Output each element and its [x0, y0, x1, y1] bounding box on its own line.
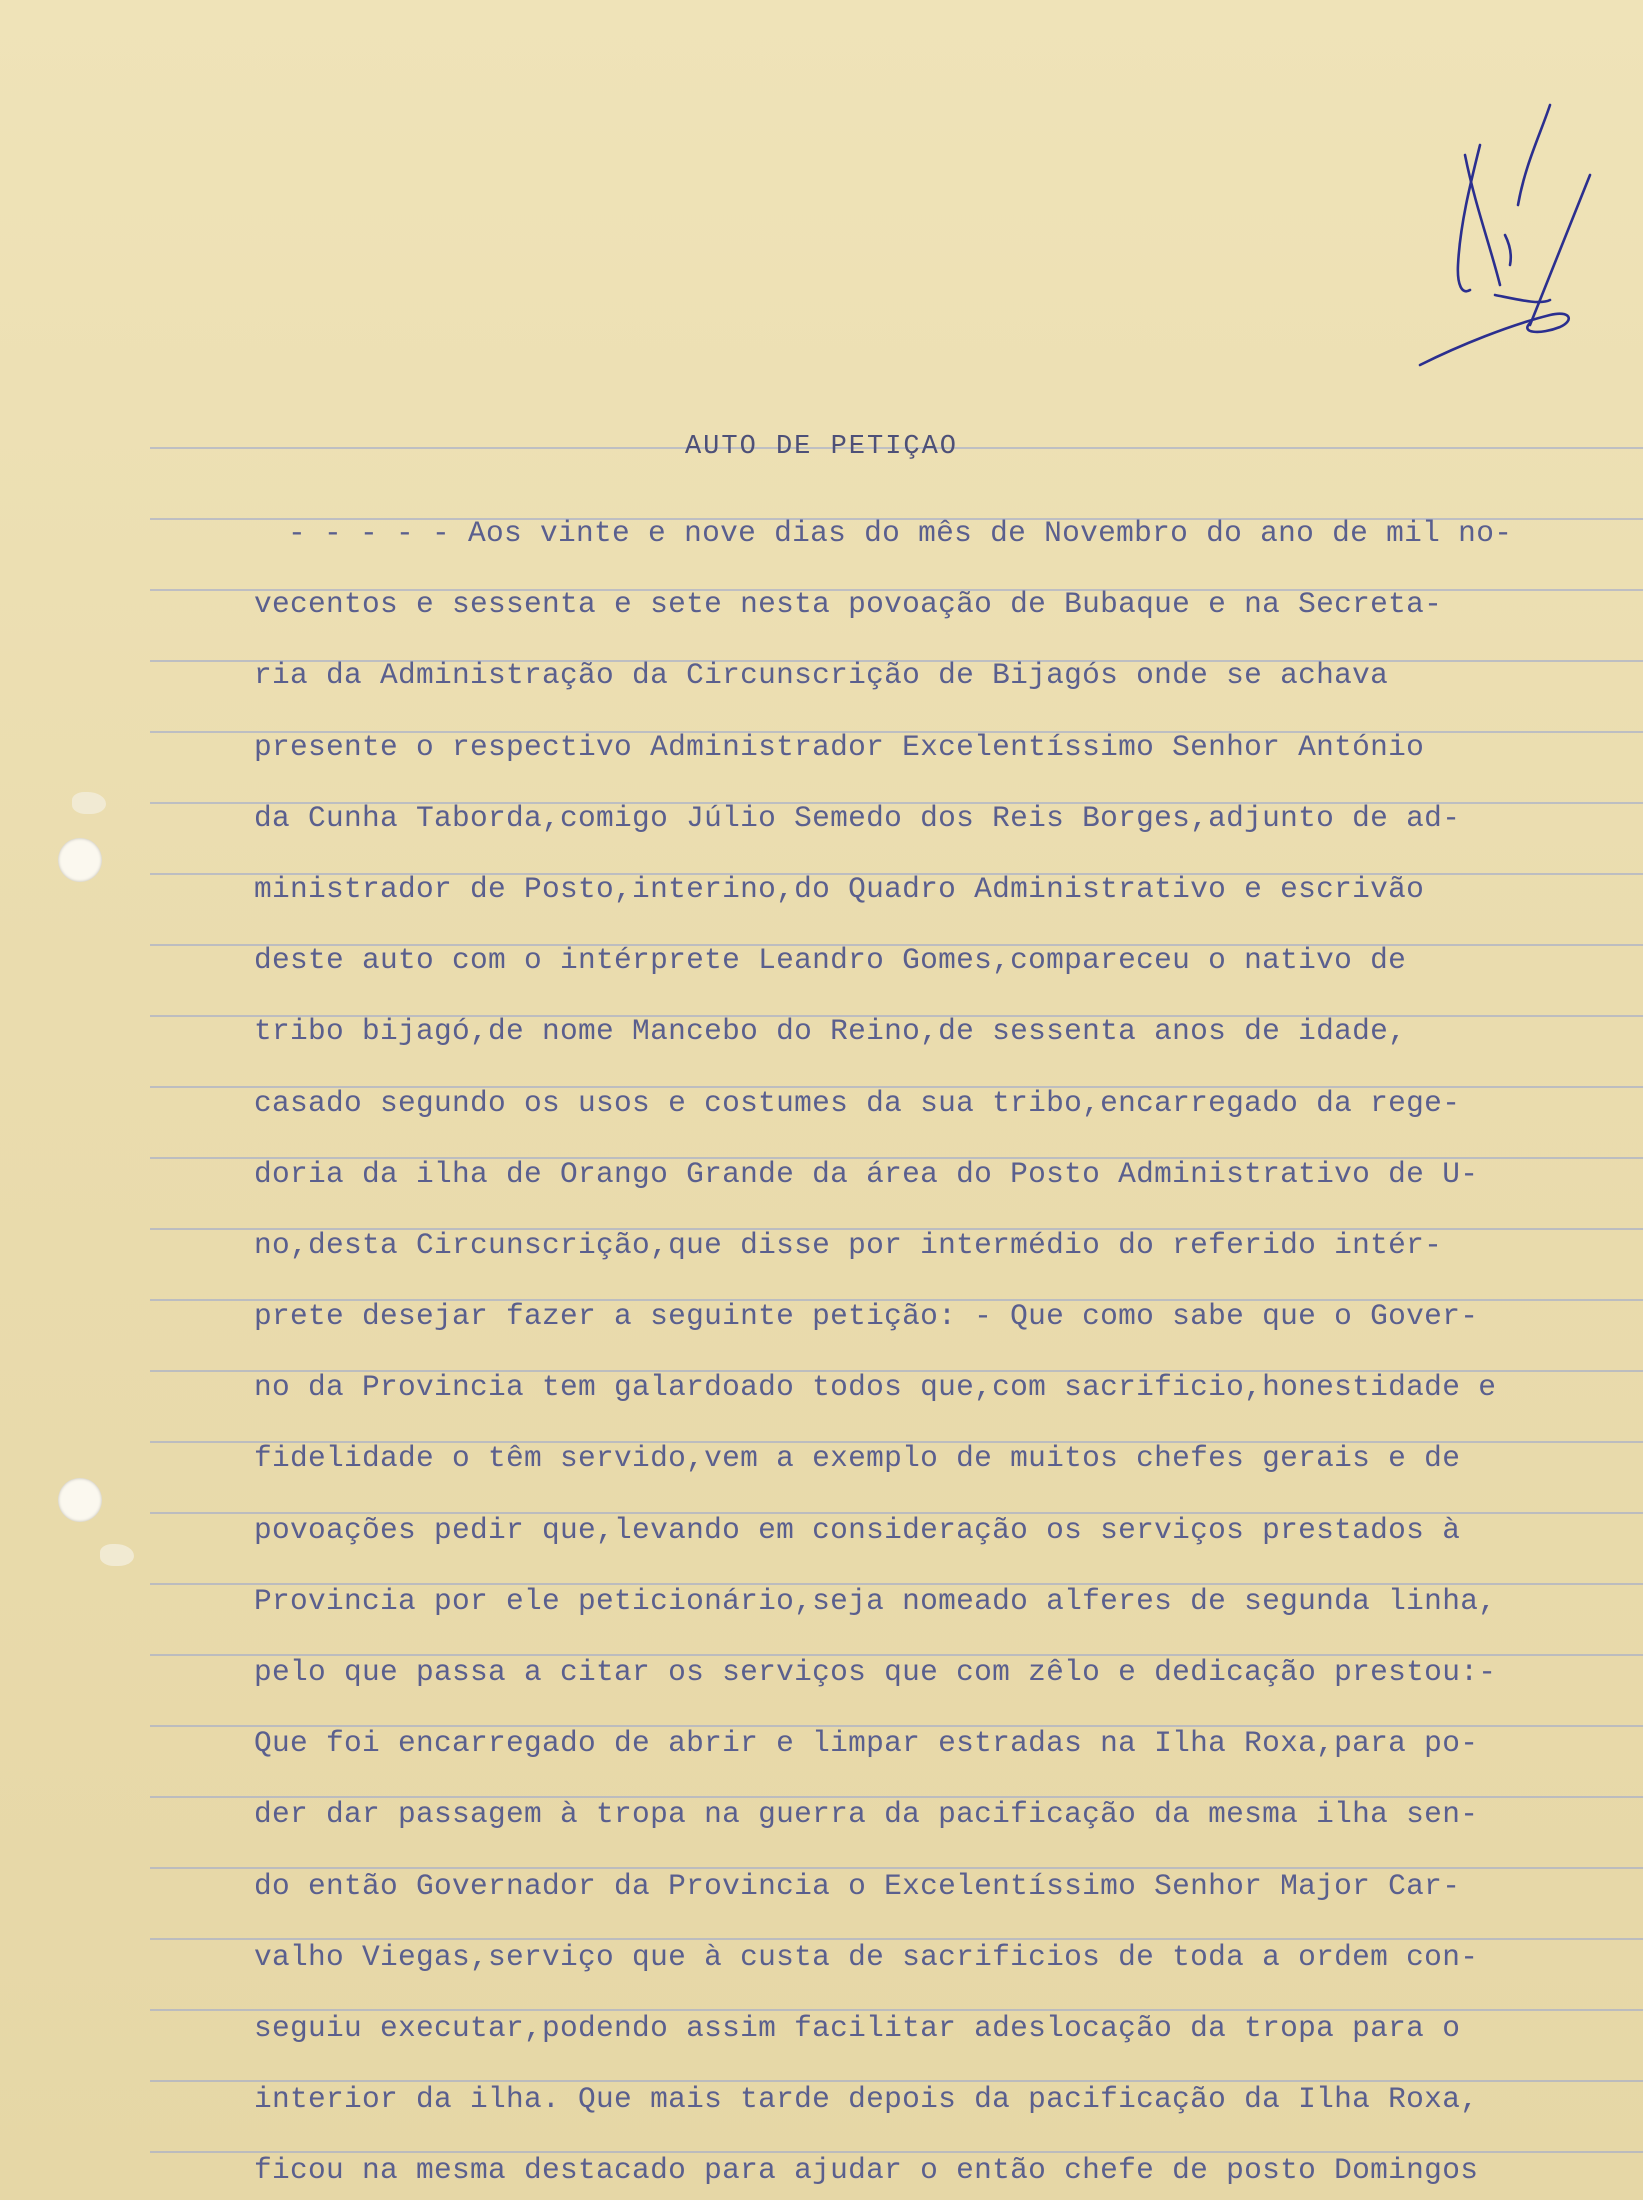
- text-line: ria da Administração da Circunscrição de Bijagós onde se achava: [254, 658, 1389, 693]
- text-line: casado segundo os usos e costumes da sua tribo,encarregado da rege-: [254, 1085, 1461, 1120]
- text-line: interior da ilha. Que mais tarde depois da pacificação da Ilha Roxa,: [254, 2082, 1479, 2117]
- text-line: der dar passagem à tropa na guerra da pacificação da mesma ilha sen-: [254, 1797, 1479, 1832]
- text-line: do então Governador da Provincia o Excelentíssimo Senhor Major Car-: [254, 1868, 1461, 1903]
- text-line: presente o respectivo Administrador Excelentíssimo Senhor António: [254, 729, 1425, 764]
- text-line: ficou na mesma destacado para ajudar o então chefe de posto Domingos: [254, 2153, 1479, 2188]
- text-line: seguiu executar,podendo assim facilitar adeslocação da tropa para o: [254, 2010, 1461, 2045]
- text-line: prete desejar fazer a seguinte petição: - Que como sabe que o Gover-: [254, 1299, 1479, 1334]
- text-line: - - - - - Aos vinte e nove dias do mês de Novembro do ano de mil no-: [288, 516, 1513, 550]
- handwritten-signature: [1400, 95, 1630, 385]
- text-line: deste auto com o intérprete Leandro Gomes,compareceu o nativo de: [254, 943, 1407, 978]
- text-line: fidelidade o têm servido,vem a exemplo de muitos chefes gerais e de: [254, 1441, 1461, 1476]
- paper-tear-bottom: [100, 1544, 134, 1566]
- text-line: da Cunha Taborda,comigo Júlio Semedo dos Reis Borges,adjunto de ad-: [254, 800, 1461, 835]
- text-line: vecentos e sessenta e sete nesta povoação de Bubaque e na Secreta-: [254, 587, 1443, 622]
- document-title: AUTO DE PETIÇAO: [684, 432, 959, 462]
- text-line: povoações pedir que,levando em consideração os serviços prestados à: [254, 1512, 1461, 1547]
- text-line: tribo bijagó,de nome Mancebo do Reino,de sessenta anos de idade,: [254, 1014, 1407, 1049]
- text-line: Provincia por ele peticionário,seja nomeado alferes de segunda linha,: [254, 1583, 1497, 1618]
- text-line: valho Viegas,serviço que à custa de sacrificios de toda a ordem con-: [254, 1939, 1479, 1974]
- text-line: no,desta Circunscrição,que disse por intermédio do referido intér-: [254, 1227, 1443, 1262]
- text-line: doria da ilha de Orango Grande da área do Posto Administrativo de U-: [254, 1156, 1479, 1191]
- text-line: Que foi encarregado de abrir e limpar estradas na Ilha Roxa,para po-: [254, 1726, 1479, 1761]
- text-line: pelo que passa a citar os serviços que com zêlo e dedicação prestou:-: [254, 1655, 1497, 1689]
- paper-tear-top: [72, 792, 106, 814]
- text-line: no da Provincia tem galardoado todos que,com sacrificio,honestidade e: [254, 1370, 1497, 1405]
- punch-hole-bottom: [58, 1478, 102, 1522]
- text-line: ministrador de Posto,interino,do Quadro Administrativo e escrivão: [254, 871, 1425, 906]
- punch-hole-top: [58, 838, 102, 882]
- typed-body: [254, 508, 1594, 2200]
